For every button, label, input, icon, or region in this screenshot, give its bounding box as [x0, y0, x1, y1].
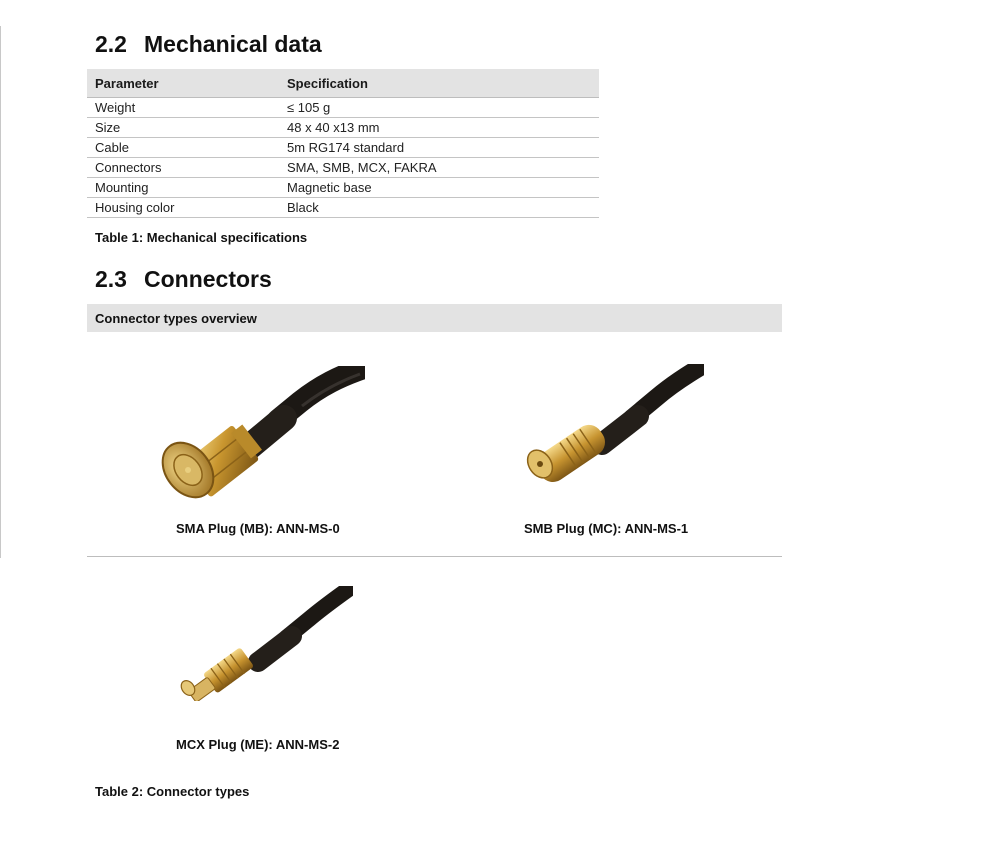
specification-cell: 48 x 40 x13 mm	[279, 118, 599, 138]
table-1-caption: Table 1: Mechanical specifications	[95, 230, 308, 245]
parameter-cell: Cable	[87, 138, 279, 158]
table-header-row	[87, 69, 599, 98]
connector-label-mcx: MCX Plug (ME): ANN-MS-2	[176, 737, 340, 752]
table-row	[87, 178, 599, 198]
specification-cell: Black	[279, 198, 599, 218]
smb-connector-icon	[520, 364, 704, 490]
table-row-divider	[87, 556, 782, 557]
specification-cell: Magnetic base	[279, 178, 599, 198]
mcx-connector-icon	[178, 586, 353, 701]
parameter-cell: Connectors	[87, 158, 279, 178]
parameter-cell: Mounting	[87, 178, 279, 198]
section-heading-mechanical: 2.2 Mechanical data	[95, 31, 322, 57]
connector-label-smb: SMB Plug (MC): ANN-MS-1	[524, 521, 689, 536]
parameter-cell: Size	[87, 118, 279, 138]
mechanical-spec-table	[87, 69, 599, 218]
table-2-caption: Table 2: Connector types	[95, 784, 250, 799]
table-row	[87, 98, 599, 118]
parameter-cell: Housing color	[87, 198, 279, 218]
connector-table-header: Connector types overview	[87, 304, 782, 332]
table-row	[87, 138, 599, 158]
sma-connector-icon	[160, 366, 365, 512]
specification-cell: ≤ 105 g	[279, 98, 599, 118]
column-header: Parameter	[87, 69, 279, 98]
table-row	[87, 158, 599, 178]
parameter-cell: Weight	[87, 98, 279, 118]
connector-label-sma: SMA Plug (MB): ANN-MS-0	[176, 521, 340, 536]
column-header: Specification	[279, 69, 599, 98]
table-row	[87, 118, 599, 138]
specification-cell: 5m RG174 standard	[279, 138, 599, 158]
specification-cell: SMA, SMB, MCX, FAKRA	[279, 158, 599, 178]
page-margin-rule	[0, 26, 1, 558]
table-row	[87, 198, 599, 218]
section-heading-connectors: 2.3 Connectors	[95, 266, 272, 292]
